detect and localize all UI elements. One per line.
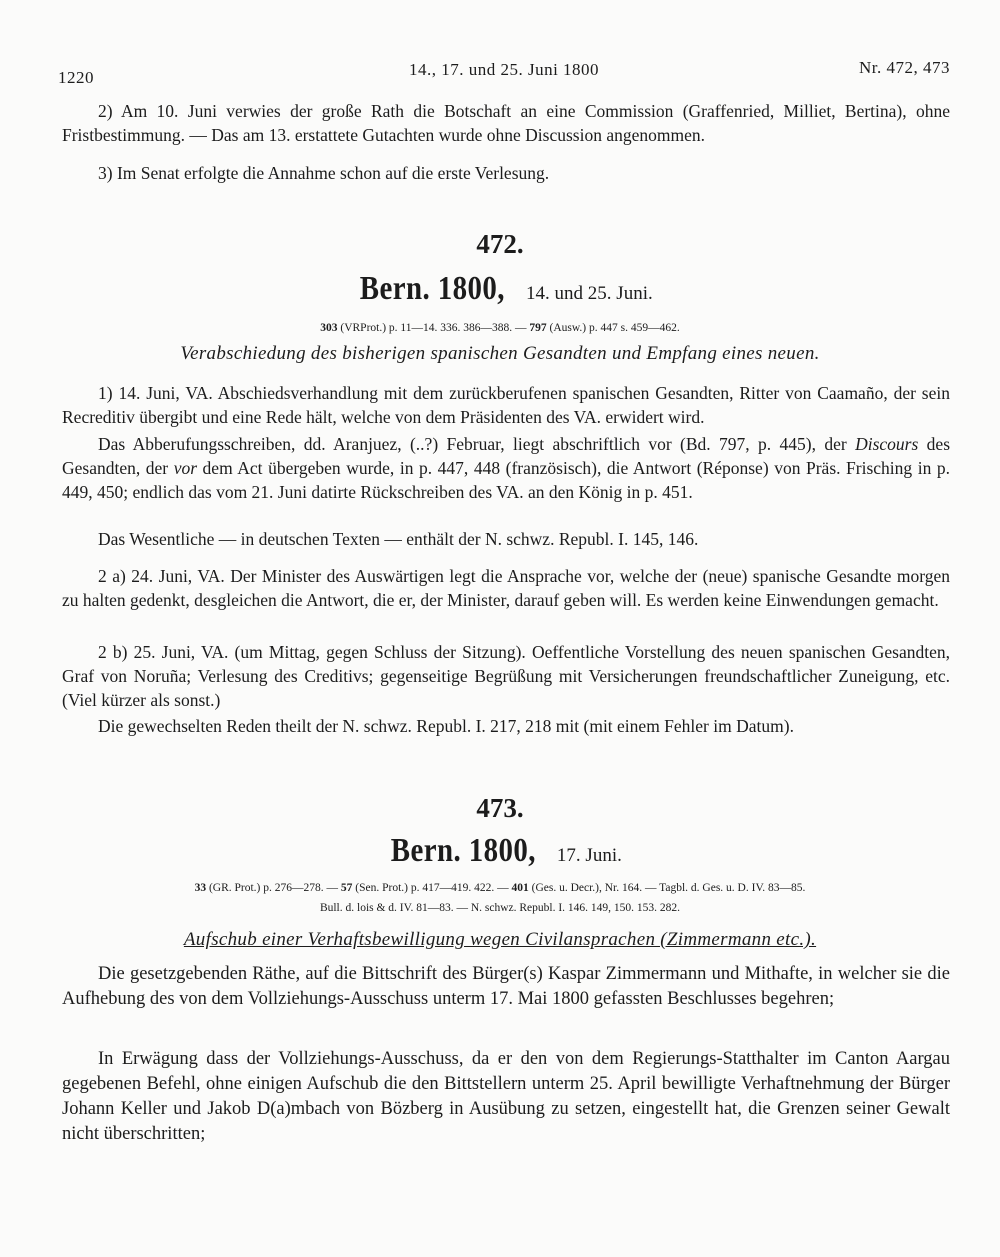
source-text: (VRProt.) p. 11—14. 336. 386—388. — <box>337 322 530 334</box>
doc-472-sources <box>0 320 1000 337</box>
doc-473-sources-line-1 <box>0 880 1000 897</box>
para-text: dem Act übergeben wurde, in p. 447, 448 (französisch), die Antwort (Réponse) von Präs. Frisching in p. 449, 450; endlich das vom 21. Juni datirte Rückschreiben des VA. an den König in p. 451. <box>62 458 950 502</box>
doc-473-city-year: Bern. 1800, <box>390 832 537 869</box>
doc-473-sources-line-2: Bull. d. lois & d. IV. 81—83. — N. schwz. Republ. I. 146. 149, 150. 153. 282. <box>319 902 681 914</box>
page-number: 1220 <box>58 68 94 87</box>
doc-473-subject: Aufschub einer Verhaftsbewilligung wegen Civilansprachen (Zimmermann etc.). <box>183 929 817 950</box>
source-num: 401 <box>511 882 529 894</box>
doc-472-para-1: 1) 14. Juni, VA. Abschiedsverhandlung mit dem zurückberufenen spanischen Gesandten, Ritter von Caamaño, der sein Recreditiv übergibt und eine Rede hält, welche von dem Präsidenten des VA. erwidert wird. <box>62 383 950 427</box>
source-num: 33 <box>194 882 207 894</box>
doc-472-subject: Verabschiedung des bisherigen spanischen Gesandten und Empfang eines neuen. <box>180 343 820 364</box>
doc-472-para-6: Die gewechselten Reden theilt der N. schwz. Republ. I. 217, 218 mit (mit einem Fehler im Datum). <box>98 716 794 736</box>
doc-472-place-date <box>0 270 1000 308</box>
header-dates: 14., 17. und 25. Juni 1800 <box>408 60 600 79</box>
source-text: (Ges. u. Decr.), Nr. 164. — Tagbl. d. Ges. u. D. IV. 83—85. <box>528 882 806 894</box>
source-text: (Ausw.) p. 447 s. 459—462. <box>546 322 680 334</box>
para-text: des Gesandten, der <box>62 434 951 478</box>
doc-472-para-4: 2 a) 24. Juni, VA. Der Minister des Auswärtigen legt die Ansprache vor, welche der (neue) spanische Gesandte morgen zu halten gedenkt, desgleichen die Antwort, die er, der Minister, darauf geben will. Es werden keine Einwendungen gemacht. <box>62 566 950 610</box>
footnote-2: 2) Am 10. Juni verwies der große Rath die Botschaft an eine Commission (Graffenried, Milliet, Bertina), ohne Fristbestimmung. — Das am 13. erstattete Gutachten wurde ohne Discussion angenommen. <box>62 101 950 145</box>
para-text: Das Abberufungsschreiben, dd. Aranjuez, (..?) Februar, liegt abschriftlich vor (Bd. 797, p. 445), der <box>98 434 856 454</box>
doc-472-para-3: Das Wesentliche — in deutschen Texten — enthält der N. schwz. Republ. I. 145, 146. <box>98 529 699 549</box>
italic-term: Discours <box>855 434 919 454</box>
doc-473-para-2: In Erwägung dass der Vollziehungs-Ausschuss, da er den von dem Regierungs-Statthalter im Canton Aargau gegebenen Befehl, ohne einigen Aufschub die den Bittstellern unterm 25. April bewilligte Verhaftnehmung der Bürger Johann Keller und Jakob D(a)mbach von Bözberg in Ausübung zu setzen, eingestellt hat, die Grenzen seiner Gewalt nicht überschritten; <box>62 1049 950 1144</box>
doc-472-date: 14. und 25. Juni. <box>526 283 653 304</box>
source-text: (Sen. Prot.) p. 417—419. 422. — <box>352 882 512 894</box>
source-num: 57 <box>340 882 353 894</box>
source-text: (GR. Prot.) p. 276—278. — <box>206 882 341 894</box>
doc-473-place-date <box>0 832 1000 870</box>
source-num: 797 <box>529 322 547 334</box>
source-num: 303 <box>320 322 338 334</box>
doc-473-date: 17. Juni. <box>556 845 622 866</box>
footnote-3: 3) Im Senat erfolgte die Annahme schon auf die erste Verlesung. <box>98 163 550 183</box>
doc-473-number: 473. <box>476 793 524 823</box>
doc-472-para-2 <box>62 432 950 504</box>
header-numbers: Nr. 472, 473 <box>859 58 950 77</box>
doc-472-number: 472. <box>476 229 524 259</box>
page-header <box>58 60 950 88</box>
doc-472-para-5: 2 b) 25. Juni, VA. (um Mittag, gegen Schluss der Sitzung). Oeffentliche Vorstellung des neuen spanischen Gesandten, Graf von Noruña; Verlesung des Creditivs; gegenseitige Begrüßung mit Versicherungen freundschaftlicher Zuneigung, etc. (Viel kürzer als sonst.) <box>62 642 950 710</box>
doc-472-city-year: Bern. 1800, <box>360 270 506 307</box>
italic-term: vor <box>173 458 198 478</box>
doc-473-para-1: Die gesetzgebenden Räthe, auf die Bittschrift des Bürger(s) Kaspar Zimmermann und Mithafte, in welcher sie die Aufhebung des von dem Vollziehungs-Ausschuss unterm 17. Mai 1800 gefassten Beschlusses begehren; <box>62 964 950 1009</box>
